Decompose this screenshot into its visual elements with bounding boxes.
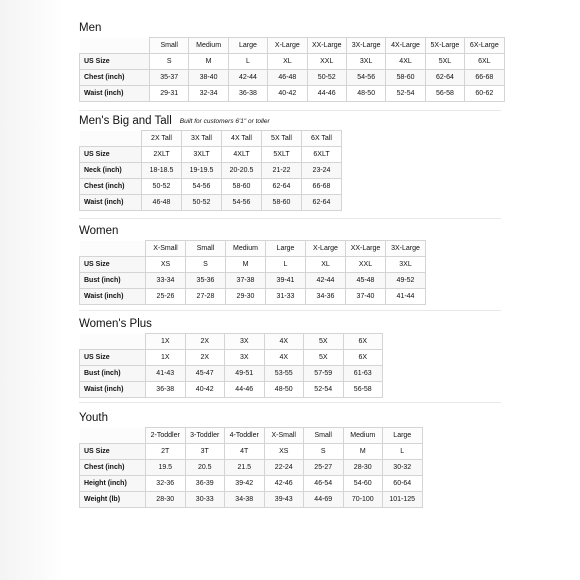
table-cell: 2X <box>185 350 225 366</box>
table-row <box>80 195 342 211</box>
column-header: Medium <box>226 241 266 257</box>
table-cell: 5XL <box>425 54 464 70</box>
section-note: Built for customers 6'1" or toller <box>179 118 270 125</box>
table-cell: 32-36 <box>146 476 186 492</box>
corner-cell <box>80 428 146 444</box>
table-cell: L <box>383 444 423 460</box>
table-cell: 30-32 <box>383 460 423 476</box>
table-cell: XXL <box>307 54 346 70</box>
page-left-edge <box>0 0 64 580</box>
section-womens-plus <box>79 317 383 398</box>
table-cell: 3XL <box>386 257 426 273</box>
table-cell: 18-18.5 <box>142 163 182 179</box>
table-cell: 37-38 <box>226 273 266 289</box>
header-row <box>80 428 423 444</box>
column-header: 3-Toddler <box>185 428 225 444</box>
table-cell: 4T <box>225 444 265 460</box>
table-row <box>80 147 342 163</box>
table-cell: 4X <box>264 350 304 366</box>
table-cell: 2XLT <box>142 147 182 163</box>
table-cell: 6XL <box>465 54 504 70</box>
column-header: Large <box>266 241 306 257</box>
table-cell: 60-62 <box>465 86 504 102</box>
table-cell: 30-33 <box>185 492 225 508</box>
table-cell: 41-43 <box>146 366 186 382</box>
row-header: Weight (lb) <box>80 492 146 508</box>
column-header: Small <box>186 241 226 257</box>
section-title <box>79 411 423 425</box>
table-cell: 19.5 <box>146 460 186 476</box>
table-cell: 66-68 <box>302 179 342 195</box>
table-cell: 52-54 <box>304 382 344 398</box>
table-cell: 27-28 <box>186 289 226 305</box>
table-cell: 25-27 <box>304 460 344 476</box>
row-header: Bust (inch) <box>80 273 146 289</box>
table-cell: 33-34 <box>146 273 186 289</box>
table-row <box>80 350 383 366</box>
table-cell: 50-52 <box>182 195 222 211</box>
table-cell: 2T <box>146 444 186 460</box>
table-cell: L <box>228 54 267 70</box>
section-title <box>79 224 426 238</box>
size-table-women <box>79 240 426 305</box>
column-header: 2X Tall <box>142 131 182 147</box>
table-cell: 45-47 <box>185 366 225 382</box>
section-title <box>79 21 505 35</box>
table-cell: 44-69 <box>304 492 344 508</box>
table-cell: 3T <box>185 444 225 460</box>
table-cell: 4XLT <box>222 147 262 163</box>
table-cell: 31-33 <box>266 289 306 305</box>
table-cell: 19-19.5 <box>182 163 222 179</box>
column-header: X-Large <box>268 38 307 54</box>
table-row <box>80 460 423 476</box>
column-header: Small <box>304 428 344 444</box>
table-cell: 20.5 <box>185 460 225 476</box>
table-row <box>80 289 426 305</box>
table-cell: 52-54 <box>386 86 425 102</box>
table-cell: 62-64 <box>302 195 342 211</box>
table-cell: 42-44 <box>228 70 267 86</box>
table-cell: 44-46 <box>225 382 265 398</box>
column-header: Large <box>228 38 267 54</box>
table-cell: 5XLT <box>262 147 302 163</box>
table-cell: 66-68 <box>465 70 504 86</box>
table-cell: 46-54 <box>304 476 344 492</box>
table-cell: L <box>266 257 306 273</box>
column-header: Medium <box>343 428 383 444</box>
section-title-text: Women's Plus <box>79 318 152 330</box>
table-row <box>80 163 342 179</box>
column-header: Large <box>383 428 423 444</box>
table-cell: 42-46 <box>264 476 304 492</box>
row-header: Waist (inch) <box>80 382 146 398</box>
table-row <box>80 86 505 102</box>
table-cell: 34-36 <box>306 289 346 305</box>
table-cell: S <box>304 444 344 460</box>
table-cell: XS <box>146 257 186 273</box>
row-header: US Size <box>80 350 146 366</box>
table-row <box>80 492 423 508</box>
table-cell: S <box>150 54 189 70</box>
table-cell: 56-58 <box>343 382 383 398</box>
column-header: 2-Toddler <box>146 428 186 444</box>
table-cell: 4XL <box>386 54 425 70</box>
table-row <box>80 476 423 492</box>
table-row <box>80 382 383 398</box>
row-header: Waist (inch) <box>80 289 146 305</box>
table-cell: 5X <box>304 350 344 366</box>
table-cell: 20-20.5 <box>222 163 262 179</box>
table-cell: 62-64 <box>262 179 302 195</box>
table-cell: 45-48 <box>346 273 386 289</box>
section-title-text: Women <box>79 225 119 237</box>
table-cell: 40-42 <box>185 382 225 398</box>
table-cell: S <box>186 257 226 273</box>
table-cell: 61-63 <box>343 366 383 382</box>
table-cell: 3XL <box>346 54 385 70</box>
section-title <box>79 317 383 331</box>
table-cell: 58-60 <box>386 70 425 86</box>
table-cell: 29-31 <box>150 86 189 102</box>
column-header: 4X Tall <box>222 131 262 147</box>
column-header: 2X <box>185 334 225 350</box>
table-cell: XXL <box>346 257 386 273</box>
header-row <box>80 131 342 147</box>
table-cell: 41-44 <box>386 289 426 305</box>
table-cell: M <box>189 54 228 70</box>
table-cell: 36-39 <box>185 476 225 492</box>
corner-cell <box>80 131 142 147</box>
table-cell: 44-46 <box>307 86 346 102</box>
table-cell: 53-55 <box>264 366 304 382</box>
header-row <box>80 241 426 257</box>
size-table-womens-plus <box>79 333 383 398</box>
column-header: XX-Large <box>307 38 346 54</box>
column-header: X-Small <box>264 428 304 444</box>
table-cell: 54-56 <box>182 179 222 195</box>
column-header: 5X-Large <box>425 38 464 54</box>
table-cell: 29-30 <box>226 289 266 305</box>
row-header: Waist (inch) <box>80 195 142 211</box>
section-youth <box>79 411 423 508</box>
table-cell: 46-48 <box>268 70 307 86</box>
row-header: US Size <box>80 257 146 273</box>
table-cell: 49-52 <box>386 273 426 289</box>
table-cell: 40-42 <box>268 86 307 102</box>
table-cell: 54-60 <box>343 476 383 492</box>
table-cell: 36-38 <box>228 86 267 102</box>
row-header: US Size <box>80 444 146 460</box>
table-row <box>80 366 383 382</box>
column-header: 4X <box>264 334 304 350</box>
row-header: US Size <box>80 54 150 70</box>
row-header: Bust (inch) <box>80 366 146 382</box>
size-table-men <box>79 37 505 102</box>
column-header: 3X <box>225 334 265 350</box>
table-cell: 3X <box>225 350 265 366</box>
column-header: 6X-Large <box>465 38 504 54</box>
table-row <box>80 179 342 195</box>
column-header: 6X <box>343 334 383 350</box>
section-title <box>79 114 342 128</box>
table-cell: 101-125 <box>383 492 423 508</box>
table-cell: 39-43 <box>264 492 304 508</box>
corner-cell <box>80 334 146 350</box>
table-row <box>80 444 423 460</box>
table-cell: XS <box>264 444 304 460</box>
table-row <box>80 54 505 70</box>
table-cell: 58-60 <box>222 179 262 195</box>
table-cell: 39-41 <box>266 273 306 289</box>
section-separator <box>79 310 501 311</box>
table-cell: 23-24 <box>302 163 342 179</box>
table-cell: 48-50 <box>346 86 385 102</box>
column-header: X-Small <box>146 241 186 257</box>
table-cell: M <box>343 444 383 460</box>
row-header: Chest (inch) <box>80 460 146 476</box>
column-header: 1X <box>146 334 186 350</box>
column-header: XX-Large <box>346 241 386 257</box>
table-cell: 28-30 <box>343 460 383 476</box>
table-cell: 60-64 <box>383 476 423 492</box>
table-cell: 56-58 <box>425 86 464 102</box>
table-cell: 54-56 <box>222 195 262 211</box>
table-cell: 25-26 <box>146 289 186 305</box>
row-header: Waist (inch) <box>80 86 150 102</box>
table-cell: 36-38 <box>146 382 186 398</box>
table-cell: 35-36 <box>186 273 226 289</box>
table-cell: 62-64 <box>425 70 464 86</box>
table-cell: 38-40 <box>189 70 228 86</box>
table-cell: 22-24 <box>264 460 304 476</box>
section-separator <box>79 110 501 111</box>
table-cell: 32-34 <box>189 86 228 102</box>
table-cell: 46-48 <box>142 195 182 211</box>
row-header: Height (inch) <box>80 476 146 492</box>
table-cell: 3XLT <box>182 147 222 163</box>
table-cell: 6XLT <box>302 147 342 163</box>
table-cell: 50-52 <box>142 179 182 195</box>
table-row <box>80 70 505 86</box>
size-table-youth <box>79 427 423 508</box>
table-row <box>80 257 426 273</box>
table-cell: 58-60 <box>262 195 302 211</box>
column-header: 3X-Large <box>346 38 385 54</box>
section-mens-big-and-tall <box>79 114 342 211</box>
section-title-text: Youth <box>79 412 108 424</box>
row-header: Chest (inch) <box>80 70 150 86</box>
section-men <box>79 21 505 102</box>
row-header: US Size <box>80 147 142 163</box>
table-cell: 21-22 <box>262 163 302 179</box>
table-cell: XL <box>306 257 346 273</box>
section-separator <box>79 402 501 403</box>
header-row <box>80 334 383 350</box>
column-header: 4X-Large <box>386 38 425 54</box>
row-header: Chest (inch) <box>80 179 142 195</box>
column-header: Medium <box>189 38 228 54</box>
corner-cell <box>80 241 146 257</box>
table-cell: 37-40 <box>346 289 386 305</box>
table-cell: 34-38 <box>225 492 265 508</box>
column-header: 6X Tall <box>302 131 342 147</box>
table-cell: 49-51 <box>225 366 265 382</box>
table-cell: XL <box>268 54 307 70</box>
table-cell: 57-59 <box>304 366 344 382</box>
table-cell: 21.5 <box>225 460 265 476</box>
corner-cell <box>80 38 150 54</box>
section-separator <box>79 218 501 219</box>
column-header: 3X-Large <box>386 241 426 257</box>
column-header: 5X <box>304 334 344 350</box>
table-cell: 70-100 <box>343 492 383 508</box>
table-cell: 54-56 <box>346 70 385 86</box>
table-cell: 1X <box>146 350 186 366</box>
table-cell: 48-50 <box>264 382 304 398</box>
table-cell: 35-37 <box>150 70 189 86</box>
table-cell: 6X <box>343 350 383 366</box>
section-title-text: Men's Big and Tall <box>79 115 172 127</box>
section-title-text: Men <box>79 22 102 34</box>
column-header: 3X Tall <box>182 131 222 147</box>
column-header: 5X Tall <box>262 131 302 147</box>
column-header: X-Large <box>306 241 346 257</box>
table-cell: 42-44 <box>306 273 346 289</box>
table-cell: 28-30 <box>146 492 186 508</box>
column-header: 4-Toddler <box>225 428 265 444</box>
table-cell: 50-52 <box>307 70 346 86</box>
size-table-mens-big-and-tall <box>79 130 342 211</box>
table-cell: 39-42 <box>225 476 265 492</box>
header-row <box>80 38 505 54</box>
row-header: Neck (inch) <box>80 163 142 179</box>
table-row <box>80 273 426 289</box>
column-header: Small <box>150 38 189 54</box>
section-women <box>79 224 426 305</box>
table-cell: M <box>226 257 266 273</box>
